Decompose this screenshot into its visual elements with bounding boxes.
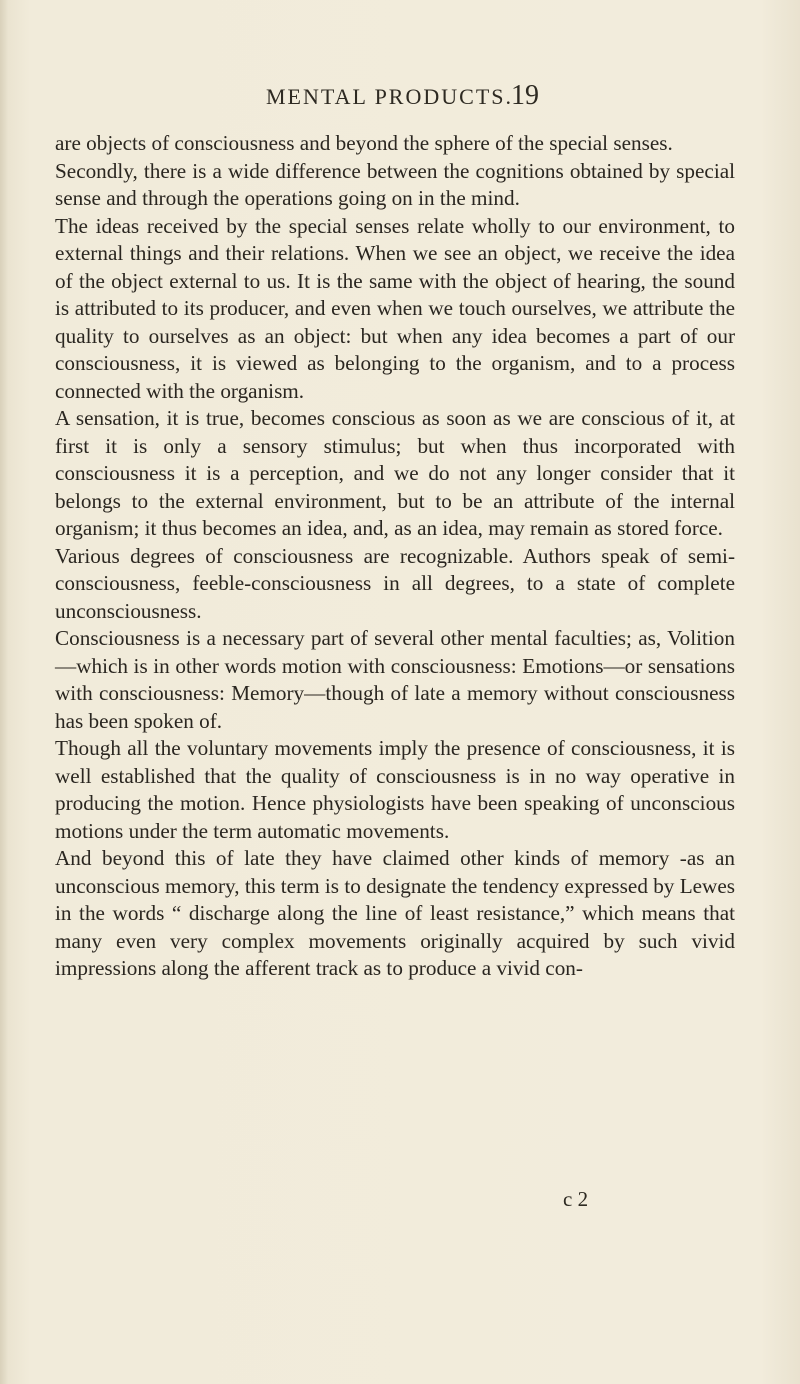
running-title: MENTAL PRODUCTS.	[266, 84, 513, 109]
paragraph-degrees: Various degrees of consciousness are recognizable. Authors speak of semi-consciousness, feeble-consciousness in all degrees, to a state of complete unconsciousness.	[55, 543, 735, 623]
paragraph-secondly: Secondly, there is a wide difference between the cognitions obtained by special sense and through the operations going on in the mind.	[55, 158, 735, 210]
page-number: 19	[511, 80, 539, 111]
page-edge-shadow	[0, 0, 8, 1384]
paragraph-voluntary-movements: Though all the voluntary movements imply the presence of consciousness, it is well established that the quality of consciousness is in no way operative in producing the motion. Hence physiologists have been speaking of unconscious motions under the term automatic movements.	[55, 736, 735, 843]
body-text	[55, 130, 735, 983]
paragraph-sensation: A sensation, it is true, becomes conscious as soon as we are conscious of it, at first it is only a sensory stimulus; but when thus incorporated with consciousness it is a perception, and we do not any longer consider that it belongs to the external environment, but to be an attribute of the internal organism; it thus becomes an idea, and, as an idea, may remain as stored force.	[55, 406, 735, 540]
paragraph-unconscious-memory: And beyond this of late they have claimed other kinds of memory -as an unconscious memory, this term is to designate the tendency expressed by Lewes in the words “ discharge along the line of least resistance,” which means that many even very complex movements originally acquired by such vivid impressions along the afferent track as to produce a vivid con-	[55, 846, 735, 980]
paragraph-continuation: are objects of consciousness and beyond the sphere of the special senses.	[55, 131, 673, 155]
paragraph-faculties: Consciousness is a necessary part of several other mental faculties; as, Volition—which is in other words motion with consciousness: Emotions—or sensations with consciousness: Memory—though of late a memory without consciousness has been spoken of.	[55, 626, 735, 733]
page-header	[0, 80, 800, 124]
paragraph-ideas-received: The ideas received by the special senses relate wholly to our environment, to external things and their relations. When we see an object, we receive the idea of the object external to us. It is the same with the object of hearing, the sound is attributed to its producer, and even when we touch ourselves, we attribute the quality to ourselves as an object: but when any idea becomes a part of our consciousness, it is viewed as belonging to the organism, and to a process connected with the organism.	[55, 213, 735, 403]
signature-mark: c 2	[563, 1187, 589, 1211]
